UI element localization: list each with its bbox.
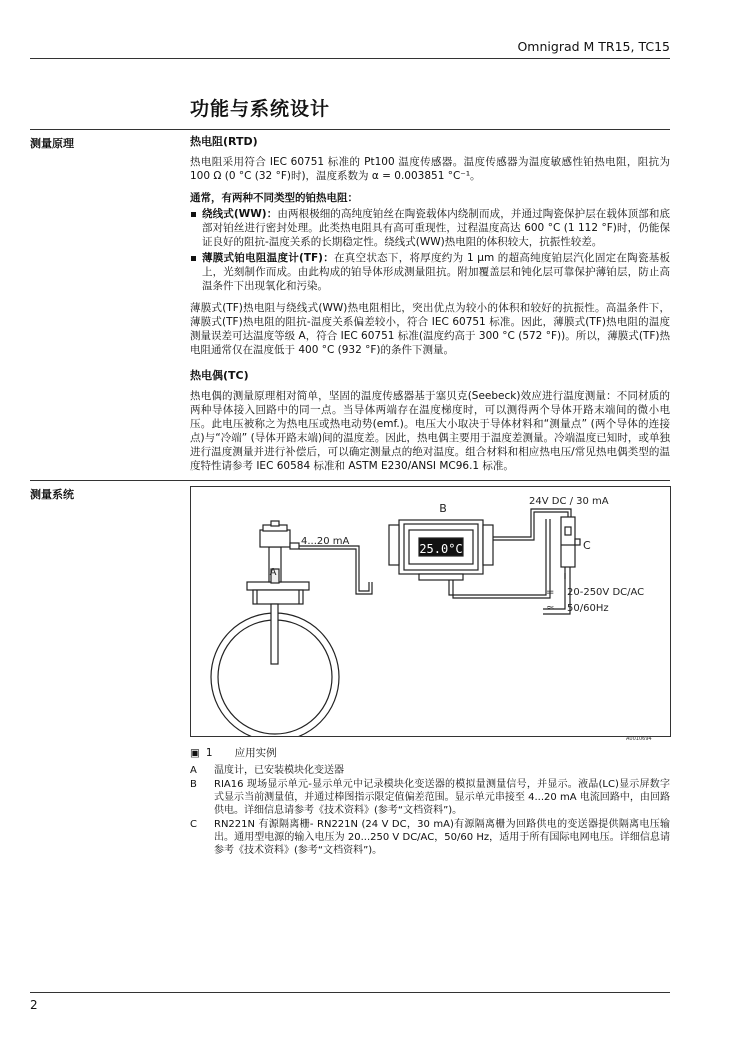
display-reading: 25.0°C xyxy=(419,542,463,556)
label-supply: 24V DC / 30 mA xyxy=(529,496,609,507)
section-rule xyxy=(30,129,670,130)
figure-caption-text: 应用实例 xyxy=(234,747,277,759)
figure-legend xyxy=(190,764,670,858)
tc-text: 热电偶的测量原理相对简单，坚固的温度传感器基于塞贝克(Seebeck)效应进行温度测量：不同材质的两种导体接入回路中的同一点。当导体两端存在温度梯度时，可以测得两个导体开路末端间的微小电压。此电压被称之为热电压或热电动势(emf.)。电压大小取决于导体材料和“测量点” (两个导体的连接点)与“冷端” (导体开路末端)间的温度差。因此，热电偶主要用于温度差测量。冷端温度已知时，或单独进行温度测量并进行补偿后，可以确定测量点的绝对温度。组合材料和相应热电压/常见热电偶类型的温度特性请参考 IEC 60584 标准和 ASTM E230/ANSI MC96.1 标准。 xyxy=(190,390,670,472)
rtd-types-list xyxy=(190,207,670,293)
rtd-types-lead: 通常，有两种不同类型的铂热电阻： xyxy=(190,192,358,204)
legend-key: C xyxy=(190,819,197,830)
figure-number: 1 xyxy=(205,747,213,759)
bullet-icon xyxy=(191,212,196,217)
rtd-compare: 薄膜式(TF)热电阻与绕线式(WW)热电阻相比，突出优点为较小的体积和较好的抗振性。高温条件下，薄膜式(TF)热电阻的阻抗-温度关系偏差较小，符合 IEC 60751 标准。因此，薄膜式(TF)热电阻的温度测量误差可达温度等级 A，符合 IEC 60751 标准(温度约高于 300 °C (572 °F))。所以，薄膜式(TF)热电阻通常仅在温度低于 400 °C (932 °F)的条件下测量。 xyxy=(190,302,670,356)
legend-text: RN221N 有源隔离栅- RN221N (24 V DC，30 mA)有源隔离栅为回路供电的变送器提供隔离电压输出。通用型电源的输入电压为 20...250 V DC/AC，50/60 Hz，适用于所有国际电网电压。详细信息请参考《技术资料》(参考“文档资料”)。 xyxy=(214,819,670,856)
list-item-term: 绕线式(WW)： xyxy=(202,208,278,220)
list-item xyxy=(190,251,670,293)
legend-text: RIA16 现场显示单元-显示单元中记录模块化变送器的模拟量测量信号，并显示。液晶(LC)显示屏数字式显示当前测量值，并通过棒图指示限定值偏差范围。显示单元串接至 4...20 mA 电流回路中，由回路供电。详细信息请参考《技术资料》(参考“文档资料”)。 xyxy=(214,779,670,816)
list-item-text: 在真空状态下，将厚度约为 1 µm 的超高纯度铂层汽化固定在陶瓷基板上，光刻制作而成。由此构成的铂导体形成测量阻抗。附加覆盖层和钝化层可靠保护薄铂层，防止高温条件下出现氧化和污染。 xyxy=(202,252,670,292)
label-mains-voltage: 20-250V DC/AC xyxy=(567,587,645,598)
rtd-intro: 热电阻采用符合 IEC 60751 标准的 Pt100 温度传感器。温度传感器为温度敏感性铂热电阻，阻抗为 100 Ω (0 °C (32 °F)时)，温度系数为 α = 0.003851 °C⁻¹。 xyxy=(190,156,670,182)
page-number: 2 xyxy=(30,998,38,1012)
label-ac-symbol: ≈ xyxy=(546,603,555,614)
section-rule xyxy=(30,480,670,481)
page-title: 功能与系统设计 xyxy=(190,98,331,120)
figure-id: A0010694 xyxy=(626,736,652,742)
section-label-system: 测量系统 xyxy=(30,488,74,501)
principle-content xyxy=(190,135,670,481)
measuring-system-diagram xyxy=(191,487,670,736)
figure-caption xyxy=(190,745,277,760)
label-c: C xyxy=(583,539,591,552)
figure-icon: ▣ xyxy=(190,747,200,759)
legend-key: B xyxy=(190,779,197,790)
list-item-text: 由两根极细的高纯度铂丝在陶瓷载体内绕制而成，并通过陶瓷保护层在载体顶部和底部对铂丝进行密封处理。此类热电阻具有高可重现性，过程温度高达 600 °C (1 112 °F)时，仍能保证良好的阻抗-温度关系的长期稳定性。绕线式(WW)热电阻的体积较大，抗振性较差。 xyxy=(202,208,670,248)
legend-text: 温度计，已安装模块化变送器 xyxy=(214,765,344,776)
list-item xyxy=(190,764,670,777)
document-header-title: Omnigrad M TR15, TC15 xyxy=(517,39,670,54)
list-item xyxy=(190,818,670,857)
section-label-principle: 测量原理 xyxy=(30,137,74,150)
label-b: B xyxy=(439,502,447,515)
rtd-heading: 热电阻(RTD) xyxy=(190,135,258,148)
legend-key: A xyxy=(190,765,197,776)
label-dc-symbol: = xyxy=(546,587,555,598)
label-a: A xyxy=(269,567,277,578)
list-item-term: 薄膜式铂电阻温度计(TF)： xyxy=(202,252,335,264)
label-mains-frequency: 50/60Hz xyxy=(567,603,609,614)
footer-rule xyxy=(30,992,670,993)
measuring-system-figure xyxy=(190,486,671,737)
header-rule xyxy=(30,58,670,59)
tc-heading: 热电偶(TC) xyxy=(190,369,249,382)
list-item xyxy=(190,207,670,249)
bullet-icon xyxy=(191,256,196,261)
label-current: 4...20 mA xyxy=(301,536,350,547)
list-item xyxy=(190,778,670,817)
